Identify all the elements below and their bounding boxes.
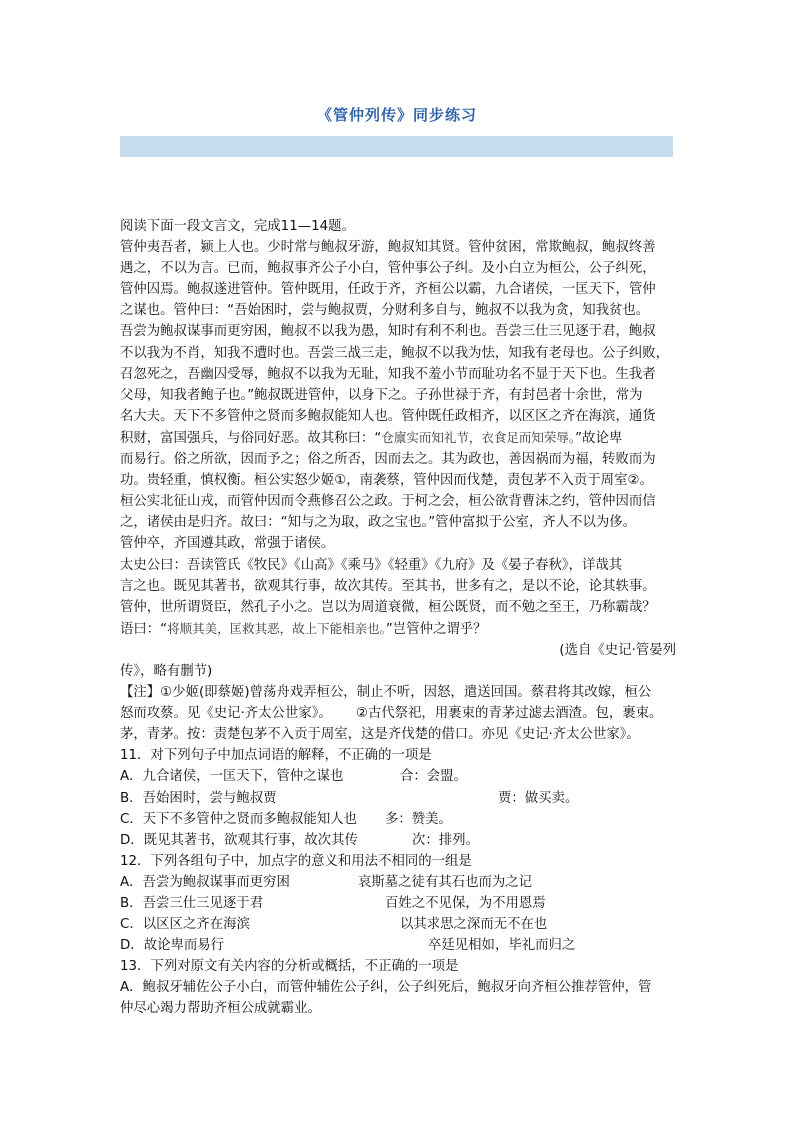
option-text: D．既见其著书，欲观其行事，故次其传: [120, 832, 358, 848]
commentary-line: 管仲，世所谓贤臣，然孔子小之。岂以为周道衰微，桓公既贤，而不勉之至王，乃称霸哉？: [120, 599, 656, 615]
option-pair: 百姓之不见保，为不用恩焉: [385, 896, 546, 911]
passage-line: 之谋也。管仲曰：“吾始困时，尝与鲍叔贾，分财利多自与，鲍叔不以我为贪，知我贫也。: [120, 303, 650, 319]
q13-option-a-cont: 仲尽心竭力帮助齐桓公成就霸业。: [120, 1001, 321, 1017]
note-line: [120, 703, 676, 724]
passage-line: 桓公实北征山戎，而管仲因而令燕修召公之政。于柯之会，桓公欲背曹沫之约，管仲因而信: [120, 494, 656, 510]
passage-line: 管仲夷吾者，颍上人也。少时常与鲍叔牙游，鲍叔知其贤。管仲贫困，常欺鲍叔，鲍叔终善: [120, 240, 656, 256]
note-text: 怒而攻蔡。见《史记·齐太公世家》。: [120, 706, 332, 722]
option-pair: 以其求思之深而无不在也: [400, 917, 548, 933]
passage-line: 名大夫。天下不多管仲之贤而多鲍叔能知人也。管仲既任政相齐，以区区之齐在海滨，通货: [120, 408, 656, 424]
option-text: B．吾尝三仕三见逐于君: [120, 896, 264, 911]
commentary-line: 太史公曰：吾读管氏《牧民》《山高》《乘马》《轻重》《九府》及《晏子春秋》，详哉其: [120, 557, 623, 573]
option-text: C．以区区之齐在海滨: [120, 917, 250, 933]
question-13-stem: 13．下列对原文有关内容的分析或概括，不正确的一项是: [120, 959, 459, 975]
passage-line: 吾尝为鲍叔谋事而更穷困，鲍叔不以我为愚，知时有利不利也。吾尝三仕三见逐于君，鲍叔: [120, 324, 656, 340]
title-banner: [120, 136, 673, 157]
page-title: 《管仲列传》同步练习: [316, 106, 477, 124]
commentary-line: 言之也。既见其著书，欲观其行事，故次其传。至其书，世多有之，是以不论，论其轶事。: [120, 578, 656, 594]
document-body: [120, 216, 676, 1020]
commentary-line-with-quote: [120, 618, 676, 640]
option-text: A．吾尝为鲍叔谋事而更穷困: [120, 874, 290, 890]
source-citation-cont: 传》，略有删节): [120, 663, 213, 679]
quotation: 仓廪实而知礼节，衣食足而知荣辱。: [381, 429, 576, 445]
option-pair: 卒廷见相如，毕礼而归之: [428, 938, 576, 954]
passage-text: ”岂管仲之谓乎？: [385, 621, 487, 637]
note-line: 茅，青茅。按：责楚包茅不入贡于周室，这是齐伐楚的借口。亦见《史记·齐太公世家》。: [120, 727, 640, 743]
option-text: A．九合诸侯，一匡天下，管仲之谋也: [120, 769, 344, 785]
q12-option-b: [120, 893, 676, 914]
passage-line: 管仲囚焉。鲍叔遂进管仲。管仲既用，任政于齐，齐桓公以霸，九合诸侯，一匡天下，管仲: [120, 282, 656, 298]
passage-text: 语曰：“: [120, 621, 168, 637]
source-citation: (选自《史记·管晏列: [559, 642, 676, 658]
option-gloss: 次：排列。: [412, 832, 479, 848]
passage-text: 积财，富国强兵，与俗同好恶。故其称曰：“: [120, 430, 382, 446]
q12-option-d: [120, 935, 676, 956]
passage-line: 而易行。俗之所欲，因而予之；俗之所否，因而去之。其为政也，善因祸而为福，转败而为: [120, 452, 656, 468]
option-text: C．天下不多管仲之贤而多鲍叔能知人也: [120, 811, 357, 827]
note-text: ②古代祭祀，用裹束的青茅过滤去酒渣。包，裹束。: [355, 706, 663, 722]
q13-option-a: A．鲍叔牙辅佐公子小白，而管仲辅佐公子纠，公子纠死后，鲍叔牙向齐桓公推荐管仲，管: [120, 980, 652, 996]
option-gloss: 合：会盟。: [400, 769, 467, 785]
q12-option-a: [120, 872, 676, 893]
passage-line: 遇之，不以为言。已而，鲍叔事齐公子小白，管仲事公子纠。及小白立为桓公，公子纠死，: [120, 261, 656, 277]
option-text: B．吾始困时，尝与鲍叔贾: [120, 790, 277, 806]
passage-text: ”故论卑: [575, 430, 623, 446]
q11-option-a: [120, 766, 676, 787]
option-gloss: 贾：做买卖。: [498, 790, 579, 806]
q11-option-d: [120, 830, 676, 851]
passage-line-with-quote: [120, 427, 676, 449]
q12-option-c: [120, 914, 676, 935]
note-line: 【注】①少姬(即蔡姬)曾荡舟戏弄桓公，制止不听，因怒，遣送回国。蔡君将其改嫁，桓公: [120, 685, 652, 701]
question-11-stem: 11．对下列句子中加点词语的解释，不正确的一项是: [120, 748, 432, 764]
quotation: 将顺其美，匡救其恶，故上下能相亲也。: [167, 620, 386, 636]
passage-line: 不以我为不肖，知我不遭时也。吾尝三战三走，鲍叔不以我为怯，知我有老母也。公子纠败，: [120, 345, 670, 361]
option-pair: 哀斯墓之徒有其石也而为之记: [358, 874, 533, 890]
option-text: D．故论卑而易行: [120, 938, 225, 954]
passage-line: 召忽死之，吾幽囚受辱，鲍叔不以我为无耻，知我不羞小节而耻功名不显于天下也。生我者: [120, 366, 656, 382]
passage-line: 功。贵轻重，慎权衡。桓公实怒少姬①，南袭蔡，管仲因而伐楚，责包茅不入贡于周室②。: [120, 473, 653, 489]
passage-line: 父母，知我者鲍子也。”鲍叔既进管仲，以身下之。子孙世禄于齐，有封邑者十余世，常为: [120, 387, 643, 403]
passage-line: 管仲卒，齐国遵其政，常强于诸侯。: [120, 536, 335, 552]
option-gloss: 多：赞美。: [385, 811, 452, 827]
passage-line: 之，诸侯由是归齐。故曰：“知与之为取，政之宝也。”管仲富拟于公室，齐人不以为侈。: [120, 515, 637, 531]
q11-option-c: [120, 809, 676, 830]
question-12-stem: 12．下列各组句子中，加点字的意义和用法不相同的一组是: [120, 853, 472, 869]
q11-option-b: [120, 788, 676, 809]
passage-intro: 阅读下面一段文言文，完成11—14题。: [120, 219, 355, 234]
